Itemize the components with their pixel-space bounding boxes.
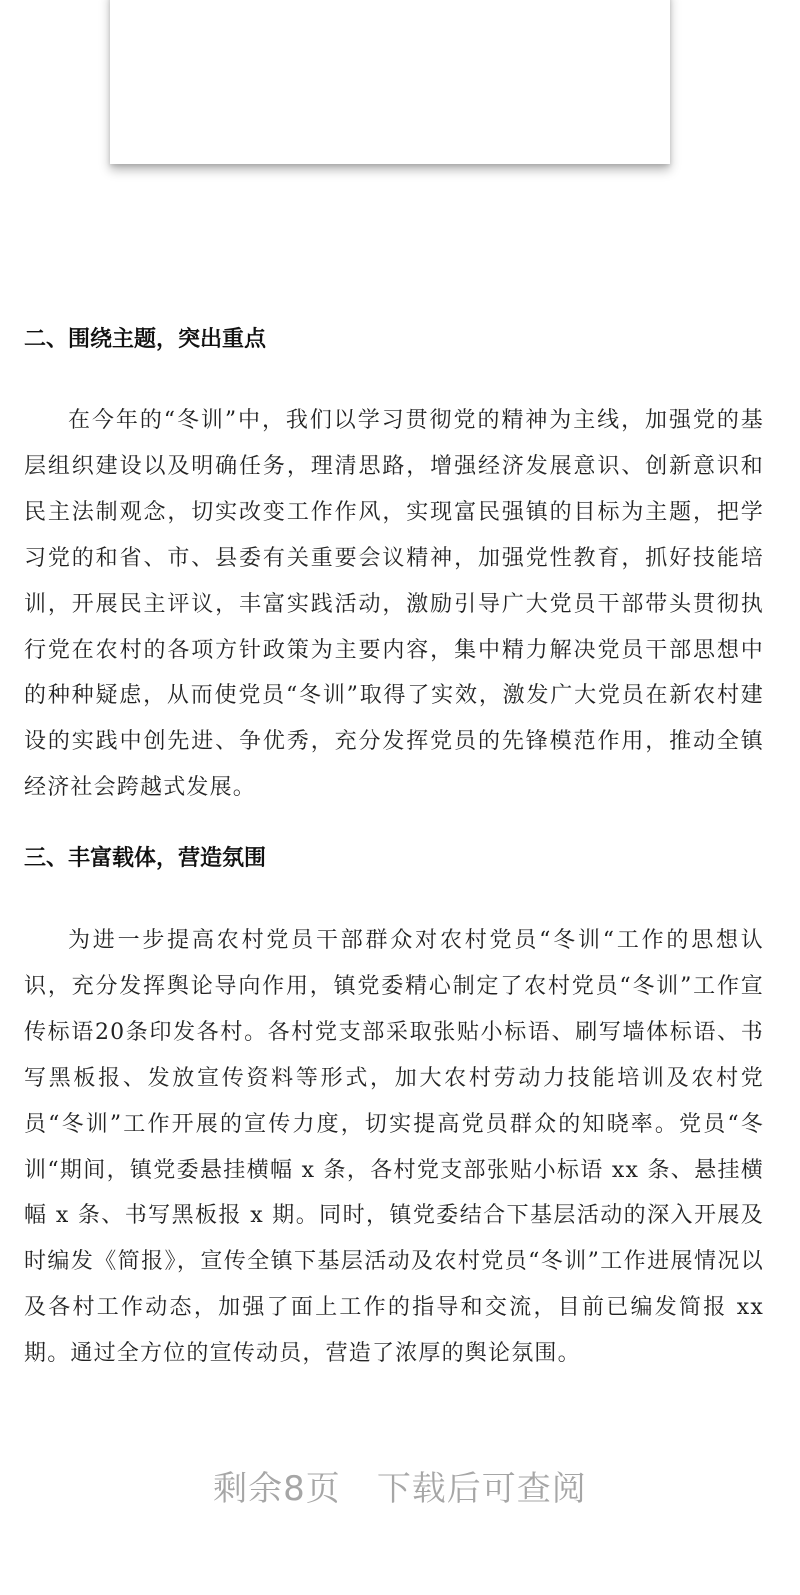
download-prompt[interactable] [0, 1467, 800, 1511]
section-paragraph-2: 在今年的“冬训”中，我们以学习贯彻党的精神为主线，加强党的基层组织建设以及明确任务，理清思路，增强经济发展意识、创新意识和民主法制观念，切实改变工作作风，实现富民强镇的目标为主题，把学习党的和省、市、县委有关重要会议精神，加强党性教育，抓好技能培训，开展民主评议，丰富实践活动，激励引导广大党员干部带头贯彻执行党在农村的各项方针政策为主要内容，集中精力解决党员干部思想中的种种疑虑，从而使党员“冬训”取得了实效，激发广大党员在新农村建设的实践中创先进、争优秀，充分发挥党员的先锋模范作用，推动全镇经济社会跨越式发展。 [24, 408, 764, 801]
remaining-pages-label: 剩余8页 [213, 1469, 341, 1509]
section-heading-2: 二、围绕主题，突出重点 [24, 327, 267, 352]
section-heading-3: 三、丰富载体，营造氛围 [24, 846, 267, 871]
previous-page-card [110, 0, 670, 164]
section-paragraph-3: 为进一步提高农村党员干部群众对农村党员“冬训“工作的思想认识，充分发挥舆论导向作用，镇党委精心制定了农村党员“冬训”工作宣传标语20条印发各村。各村党支部采取张贴小标语、刷写墙体标语、书写黑板报、发放宣传资料等形式，加大农村劳动力技能培训及农村党员“冬训”工作开展的宣传力度，切实提高党员群众的知晓率。党员“冬训“期间，镇党委悬挂横幅 x 条，各村党支部张贴小标语 xx 条、悬挂横幅 x 条、书写黑板报 x 期。同时，镇党委结合下基层活动的深入开展及时编发《简报》，宣传全镇下基层活动及农村党员“冬训”工作进展情况以及各村工作动态，加强了面上工作的指导和交流，目前已编发简报 xx 期。通过全方位的宣传动员，营造了浓厚的舆论氛围。 [24, 928, 764, 1367]
download-to-view-label: 下载后可查阅 [376, 1469, 587, 1509]
